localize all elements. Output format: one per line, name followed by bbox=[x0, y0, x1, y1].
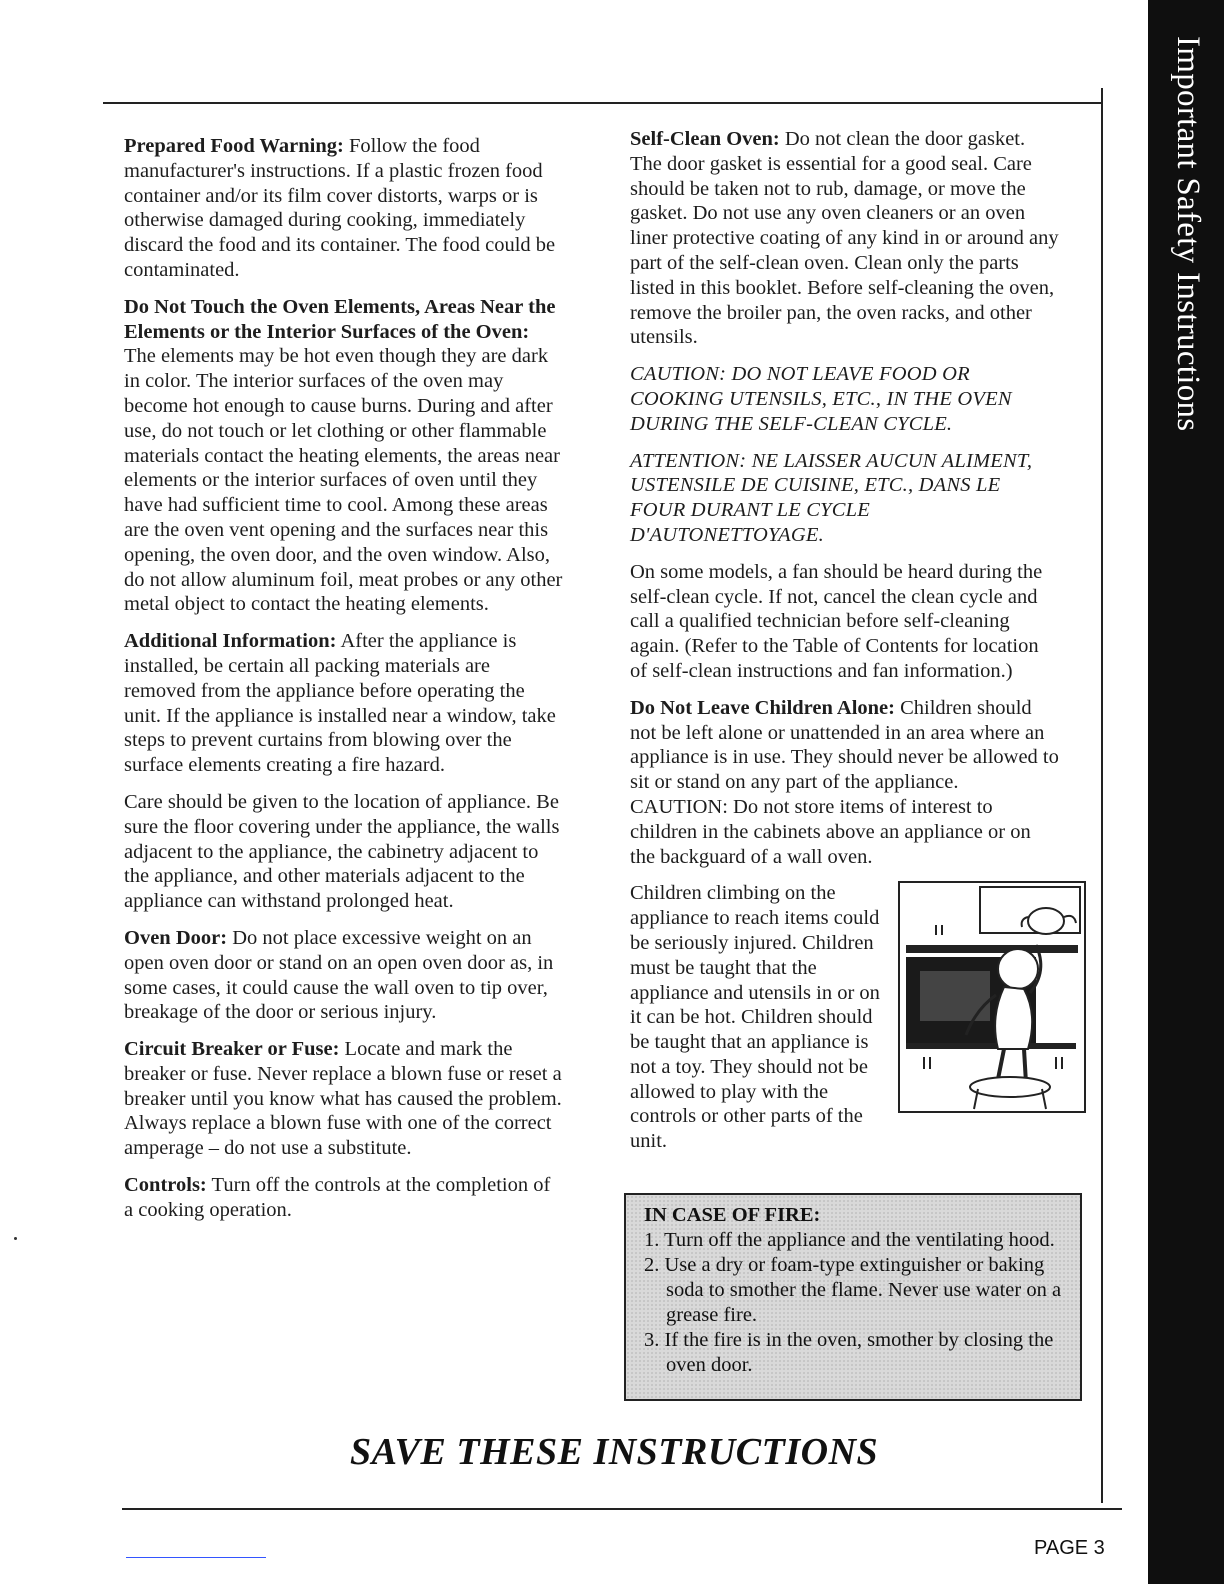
side-tab-title: Important Safety Instructions bbox=[1170, 36, 1206, 432]
caution-french: ATTENTION: NE LAISSER AUCUN ALIMENT, USTENSILE DE CUISINE, ETC., DANS LE FOUR DURANT LE CYCLE D'AUTONETTOYAGE. bbox=[630, 449, 1033, 546]
right-rule bbox=[1101, 88, 1103, 1503]
left-column bbox=[124, 134, 564, 1235]
appliance-location-note: Care should be given to the location of appliance. Be sure the floor covering under the appliance, the walls adjacent to the appliance, the cabinetry adjacent to the appliance, and other materials adjacent to the appliance can withstand prolonged heat. bbox=[124, 790, 560, 913]
caution-english: CAUTION: DO NOT LEAVE FOOD OR COOKING UTENSILS, ETC., IN THE OVEN DURING THE SELF-CLEAN CYCLE. bbox=[630, 363, 1012, 435]
controls: Controls: Turn off the controls at the completion of a cooking operation. bbox=[124, 1174, 551, 1221]
stray-dot bbox=[14, 1237, 17, 1240]
fire-step-1: 1. Turn off the appliance and the ventilating hood. bbox=[644, 1229, 1055, 1251]
child-climbing-image bbox=[900, 883, 1084, 1111]
save-instructions-heading: SAVE THESE INSTRUCTIONS bbox=[350, 1431, 879, 1473]
top-rule bbox=[103, 102, 1103, 104]
children-climbing-section bbox=[630, 881, 1060, 1154]
fan-note: On some models, a fan should be heard during the self-clean cycle. If not, cancel the clean cycle and call a qualified technician before self-cleaning again. (Refer to the Table of Contents for location of self-clean instructions and fan information.) bbox=[630, 560, 1043, 682]
right-column bbox=[630, 127, 1060, 1166]
oven-door: Oven Door: Do not place excessive weight on an open oven door or stand on an open oven door as, in some cases, it could cause the wall oven to tip over, breakage of the door or serious injury. bbox=[124, 926, 554, 1024]
children-climbing-text: Children climbing on the appliance to reach items could be seriously injured. Children must be taught that the appliance and utensils in or on it can be hot. Children should be taught that an appliance is not a toy. They should not be allowed to play with the controls or other parts of the unit. bbox=[630, 882, 880, 1153]
page-number: PAGE 3 bbox=[1034, 1537, 1105, 1559]
self-clean-oven: Self-Clean Oven: Do not clean the door gasket. The door gasket is essential for a good seal. Care should be taken not to rub, damage, or move the gasket. Do not use any oven cleaners or an oven liner protective coating of any kind in or around any part of the self-clean oven. Clean only the parts listed in this booklet. Before self-cleaning the oven, remove the broiler pan, the oven racks, and other utensils. bbox=[630, 128, 1059, 349]
do-not-touch-elements: Do Not Touch the Oven Elements, Areas Near the Elements or the Interior Surfaces of the Oven: The elements may be hot even though they are dark in color. The interior surfaces of the oven may become hot enough to cause burns. During and after use, do not touch or let clothing or other flammable materials contact the heating elements, the areas near elements or the interior surfaces of oven until they have had sufficient time to cool. Among these areas are the oven vent opening and the surfaces near this opening, the oven door, and the oven window. Also, do not allow aluminum foil, meat probes or any other metal object to contact the heating elements. bbox=[124, 295, 563, 616]
fire-step-2: 2. Use a dry or foam-type extinguisher or baking soda to smother the flame. Never use water on a grease fire. bbox=[644, 1254, 1062, 1326]
additional-information: Additional Information: After the appliance is installed, be certain all packing materials are removed from the appliance before operating the unit. If the appliance is installed near a window, take steps to prevent curtains from blowing over the surface elements creating a fire hazard. bbox=[124, 630, 556, 777]
circuit-breaker-fuse: Circuit Breaker or Fuse: Locate and mark the breaker or fuse. Never replace a blown fuse or reset a breaker until you know what has caused the problem. Always replace a blown fuse with one of the correct amperage – do not use a substitute. bbox=[124, 1038, 562, 1160]
bottom-rule bbox=[122, 1508, 1122, 1510]
children-alone: Do Not Leave Children Alone: Children should not be left alone or unattended in an area where an appliance is in use. They should never be allowed to sit or stand on any part of the appliance. CAUTION: Do not store items of interest to children in the cabinets above an appliance or on the backguard of a wall oven. bbox=[630, 696, 1059, 868]
child-climbing-illustration bbox=[898, 881, 1086, 1113]
in-case-of-fire-box bbox=[624, 1193, 1082, 1401]
blue-mark bbox=[126, 1557, 266, 1558]
fire-step-3: 3. If the fire is in the oven, smother by closing the oven door. bbox=[644, 1329, 1054, 1376]
prepared-food-warning: Prepared Food Warning: Follow the food manufacturer's instructions. If a plastic frozen food container and/or its film cover distorts, warps or is otherwise damaged during cooking, immediately discard the food and its container. The food could be contaminated. bbox=[124, 135, 556, 281]
fire-box-title: IN CASE OF FIRE: bbox=[644, 1204, 821, 1226]
